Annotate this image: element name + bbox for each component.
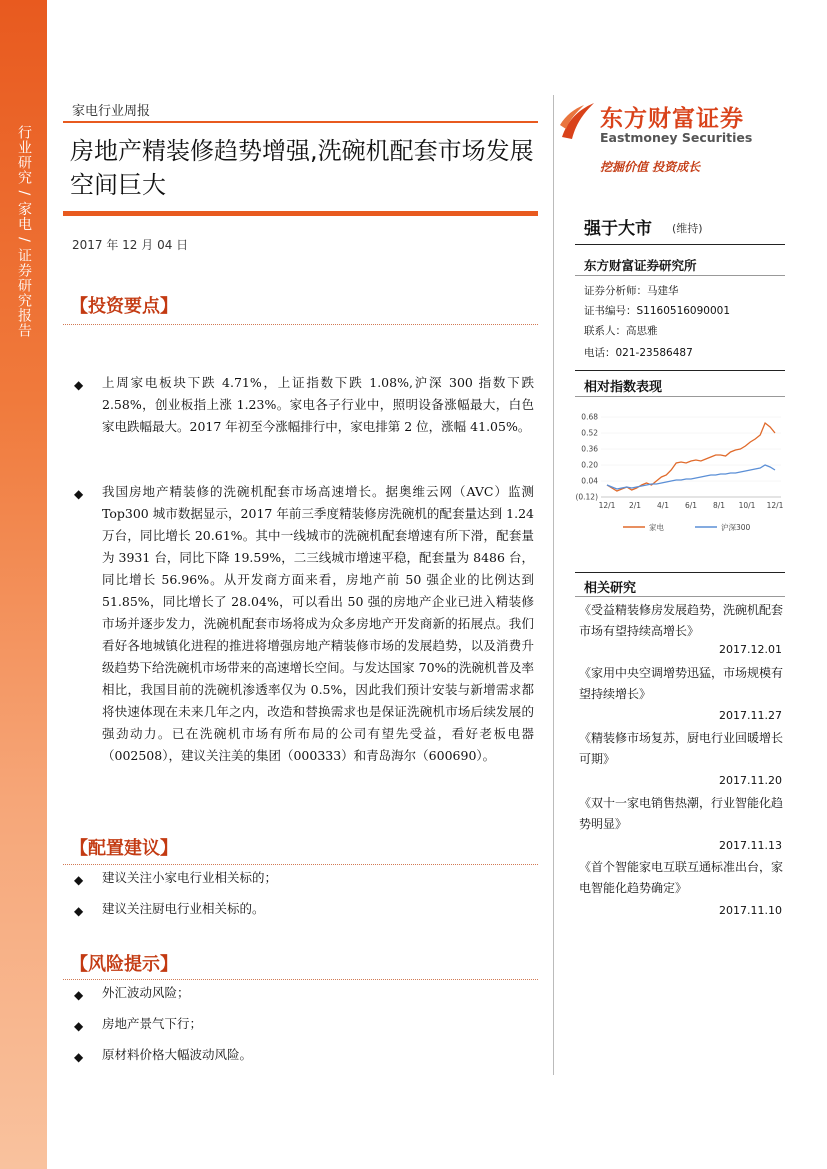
bullet-icon: ◆ — [74, 487, 84, 501]
rating-label: 强于大市 — [584, 219, 652, 239]
risk-point-3: 原材料价格大幅波动风险。 — [102, 1047, 253, 1062]
cert-number: 证书编号：S1160516090001 — [584, 305, 731, 317]
bullet-icon: ◆ — [74, 378, 84, 392]
related-item-date: 2017.11.20 — [719, 774, 782, 787]
rating-status: (维持) — [672, 222, 703, 235]
phone-number: 电话：021-23586487 — [584, 347, 693, 359]
y-tick-label: 0.20 — [581, 460, 598, 470]
bullet-icon: ◆ — [74, 873, 84, 887]
y-tick-label: 0.36 — [581, 444, 598, 454]
related-head-rule — [575, 596, 785, 597]
y-tick-label: (0.12) — [575, 492, 598, 502]
legend-label: 家电 — [649, 523, 664, 532]
column-divider — [553, 95, 554, 1075]
institute-rule — [575, 275, 785, 276]
invest-rule — [63, 324, 538, 325]
y-tick-label: 0.04 — [581, 476, 598, 486]
config-point-1: 建议关注小家电行业相关标的； — [102, 870, 278, 885]
x-tick-label: 6/1 — [684, 501, 698, 510]
risk-point-2: 房地产景气下行； — [102, 1016, 203, 1031]
related-item-title[interactable]: 《双十一家电销售热潮，行业智能化趋势明显》 — [579, 796, 784, 831]
brand-name-cn: 东方财富证券 — [600, 106, 744, 132]
x-tick-label: 12/1 — [766, 501, 784, 510]
invest-point-2: 我国房地产精装修的洗碗机配套市场高速增长。据奥维云网（AVC）监测 Top300 城市数据显示，2017 年前三季度精装修房洗碗机的配套量达到 1.24 万台，同比增长 20.61%。其中一线城市的洗碗机配套增速有所下滑，配套量为 3931 台，同比下降 19.59%，二三线城市增速平稳，配套量为 8486 台，同比增长 56.96%。从开发商方面来看，房地产前 50 强企业的比例达到 51.85%，同比增长了 28.04%，可以看出 50 强的房地产企业已进入精装修市场并逐步发力，洗碗机配套市场将成为众多房地产开发商新的拓展点。我们看好各地城镇化进程的推进将增强房地产精装修市场的发展趋势，以及消费升级趋势下给洗碗机市场带来的高速增长空间。与发达国家 70%的洗碗机普及率相比，我国目前的洗碗机渗透率仅为 0.5%，因此我们预计安装与新增需求都将快速体现在未来几年之内，改造和替换需求也是保证洗碗机市场后续发展的强劲动力。已在洗碗机市场有所布局的公司有望先受益，看好老板电器（002508），建议关注美的集团（000333）和青岛海尔（600690）。 — [102, 484, 534, 763]
config-rule — [63, 864, 538, 865]
related-item-date: 2017.11.13 — [719, 839, 782, 852]
config-heading: 【配置建议】 — [70, 838, 178, 859]
relative-index-chart — [575, 405, 787, 545]
x-tick-label: 4/1 — [656, 501, 670, 510]
top-rule — [63, 121, 538, 123]
related-item-title[interactable]: 《精装修市场复苏，厨电行业回暖增长可期》 — [579, 731, 784, 766]
related-item-title[interactable]: 《受益精装修房发展趋势，洗碗机配套市场有望持续高增长》 — [579, 603, 784, 638]
y-tick-label: 0.52 — [581, 428, 598, 438]
x-tick-label: 8/1 — [712, 501, 726, 510]
doc-type: 家电行业周报 — [72, 104, 151, 119]
chart-head-rule — [575, 396, 785, 397]
side-category-label: 行业研究 / 家电 / 证券研究报告 — [16, 125, 32, 339]
institute-name: 东方财富证券研究所 — [584, 258, 697, 273]
chart-section-title: 相对指数表现 — [584, 380, 663, 395]
brand-slogan: 挖掘价值 投资成长 — [600, 160, 701, 174]
invest-point-1: 上周家电板块下跌 4.71%，上证指数下跌 1.08%,沪深 300 指数下跌 2.58%，创业板指上涨 1.23%。家电各子行业中，照明设备涨幅最大，白色家电跌幅最大。2017 年初至今涨幅排行中，家电排第 2 位，涨幅 41.05%。 — [102, 375, 534, 434]
config-point-2: 建议关注厨电行业相关标的。 — [102, 901, 265, 916]
brand-logo-icon — [558, 99, 598, 143]
related-item-date: 2017.12.01 — [719, 643, 782, 656]
x-tick-label: 10/1 — [738, 501, 756, 510]
risk-rule — [63, 979, 538, 980]
risk-point-1: 外汇波动风险； — [102, 985, 190, 1000]
chart-top-rule — [575, 370, 785, 371]
invest-heading: 【投资要点】 — [70, 296, 178, 317]
legend-label: 沪深300 — [721, 523, 751, 532]
brand-name-en: Eastmoney Securities — [600, 130, 753, 145]
analyst-name: 证券分析师：马建华 — [584, 285, 679, 297]
bullet-icon: ◆ — [74, 1050, 84, 1064]
bullet-icon: ◆ — [74, 904, 84, 918]
bullet-icon: ◆ — [74, 1019, 84, 1033]
risk-heading: 【风险提示】 — [70, 954, 178, 975]
related-top-rule — [575, 572, 785, 573]
related-item-title[interactable]: 《家用中央空调增势迅猛，市场规模有望持续增长》 — [579, 666, 784, 701]
x-tick-label: 2/1 — [628, 501, 642, 510]
y-tick-label: 0.68 — [581, 412, 598, 422]
report-date: 2017 年 12 月 04 日 — [72, 238, 189, 252]
bullet-icon: ◆ — [74, 988, 84, 1002]
rating-rule — [575, 244, 785, 245]
title-rule — [63, 211, 538, 216]
related-item-date: 2017.11.10 — [719, 904, 782, 917]
related-section-title: 相关研究 — [584, 581, 637, 596]
contact-name: 联系人：高思雅 — [584, 325, 658, 337]
report-title: 房地产精装修趋势增强,洗碗机配套市场发展空间巨大 — [70, 137, 534, 199]
x-tick-label: 12/1 — [598, 501, 616, 510]
related-item-title[interactable]: 《首个智能家电互联互通标准出台，家电智能化趋势确定》 — [579, 860, 784, 895]
related-item-date: 2017.11.27 — [719, 709, 782, 722]
series-line-2 — [607, 465, 775, 489]
